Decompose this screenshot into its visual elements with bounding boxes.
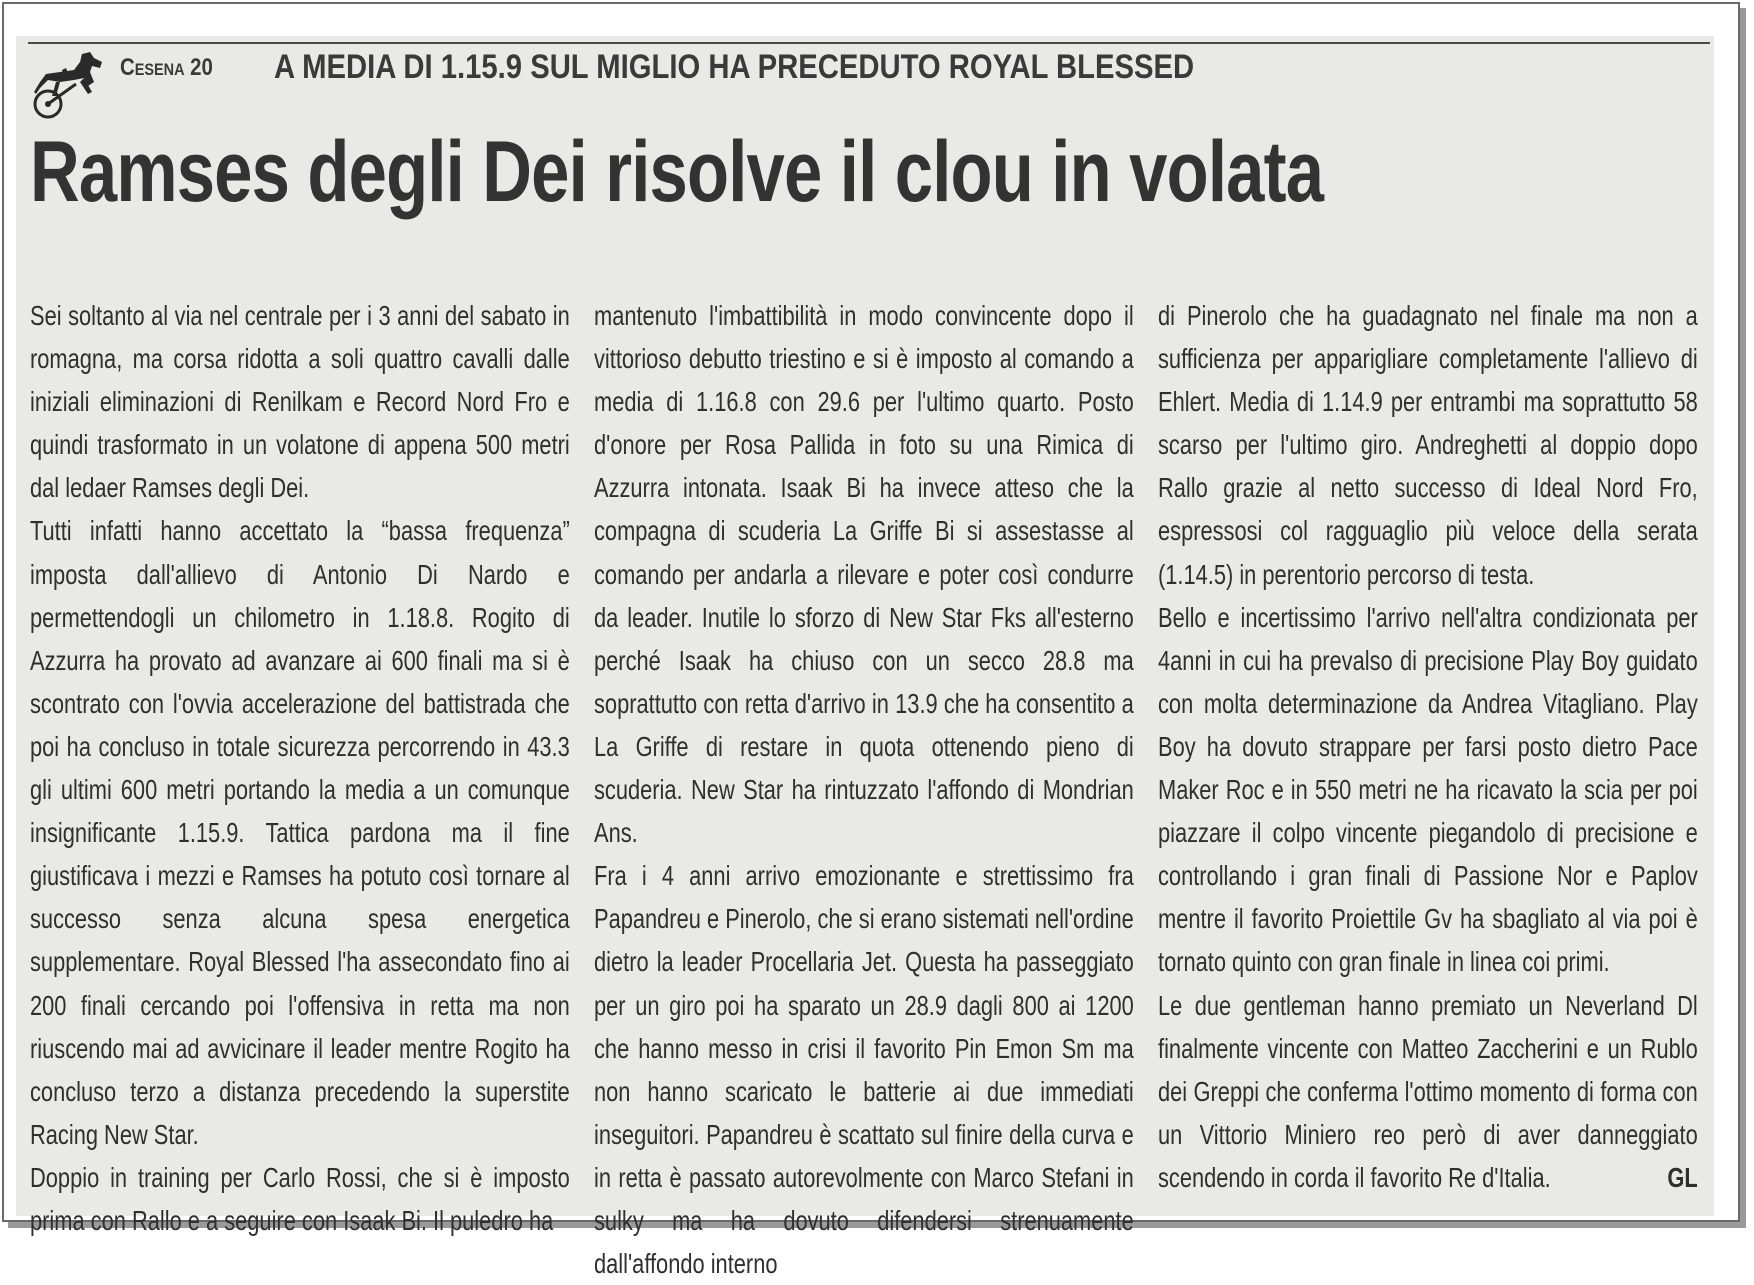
paragraph-text: Le due gentleman hanno premiato un Neverland Dl finalmente vincente con Matteo Zaccherini e un Rublo dei Greppi che conferma l'ottimo momento di forma con un Vittorio Miniero reo però di aver danneggiato scendendo in corda il favorito Re d'Italia.	[1158, 989, 1698, 1193]
paragraph-last	[1158, 984, 1698, 1199]
top-rule	[28, 42, 1710, 44]
paragraph: Sei soltanto al via nel centrale per i 3 anni del sabato in romagna, ma corsa ridotta a soli quattro cavalli dalle iniziali eliminazioni di Renilkam e Record Nord Fro e quindi trasformato in un volatone di appena 500 metri dal ledaer Ramses degli Dei.	[30, 300, 570, 504]
paragraph: di Pinerolo che ha guadagnato nel finale ma non a sufficienza per apparigliare completamente l'allievo di Ehlert. Media di 1.14.9 per entrambi ma soprattutto 58 scarso per l'ultimo giro. Andreghetti al doppio dopo Rallo grazie al netto successo di Ideal Nord Fro, espressosi col ragguaglio più veloce della serata (1.14.5) in perentorio percorso di testa.	[1158, 300, 1698, 590]
section-label: Cesena 20	[120, 54, 213, 81]
paragraph: Fra i 4 anni arrivo emozionante e strettissimo fra Papandreu e Pinerolo, che si erano sistemati nell'ordine dietro la leader Procellaria Jet. Questa ha passeggiato per un giro poi ha sparato un 28.9 dagli 800 ai 1200 che hanno messo in crisi il favorito Pin Emon Sm ma non hanno scaricato le batterie ai due immediati inseguitori. Papandreu è scattato sul finire della curva e in retta è passato autorevolmente con Marco Stefani in sulky ma ha dovuto difendersi strenuamente dall'affondo interno	[594, 860, 1134, 1280]
clipping-frame	[2, 2, 1740, 1280]
paragraph: Bello e incertissimo l'arrivo nell'altra condizionata per 4anni in cui ha prevalso di precisione Play Boy guidato con molta determinazione da Andrea Vitagliano. Play Boy ha dovuto strappare per farsi posto dietro Pace Maker Roc e in 550 metri ne ha ricavato la scia per poi piazzare il colpo vincente piegandolo di precisione e controllando i gran finali di Passione Nor e Paplov mentre il favorito Proiettile Gv ha sbagliato al via poi è tornato quinto con gran finale in linea coi primi.	[1158, 601, 1698, 978]
paragraph: mantenuto l'imbattibilità in modo convincente dopo il vittorioso debutto triestino e si è imposto al comando a media di 1.16.8 con 29.6 per l'ultimo quarto. Posto d'onore per Rosa Pallida in foto su una Rimica di Azzurra intonata. Isaak Bi ha invece atteso che la compagna di scuderia La Griffe Bi si assestasse al comando per andarla a rilevare e poter così condurre da leader. Inutile lo sforzo di New Star Fks all'esterno perché Isaak ha chiuso con un secco 28.8 ma soprattutto con retta d'arrivo in 13.9 che ha consentito a La Griffe di restare in quota ottenendo pieno di scuderia. New Star ha rintuzzato l'affondo di Mondrian Ans.	[594, 300, 1134, 849]
author-signature: GL	[1667, 1161, 1698, 1193]
kicker: A MEDIA DI 1.15.9 SUL MIGLIO HA PRECEDUTO ROYAL BLESSED	[274, 48, 1195, 86]
paragraph: Tutti infatti hanno accettato la “bassa frequenza” imposta dall'allievo di Antonio Di Nardo e permettendogli un chilometro in 1.18.8. Rogito di Azzurra ha provato ad avanzare ai 600 finali ma si è scontrato con l'ovvia accelerazione del battistrada che poi ha concluso in totale sicurezza percorrendo in 43.3 gli ultimi 600 metri portando la media a un comunque insignificante 1.15.9. Tattica pardona ma il fine giustificava i mezzi e Ramses ha potuto così tornare al successo senza alcuna spesa energetica supplementare. Royal Blessed l'ha assecondato fino ai 200 finali cercando poi l'offensiva in retta ma non riuscendo mai ad avvicinare il leader mentre Rogito ha concluso terzo a distanza precedendo la superstite Racing New Star.	[30, 515, 570, 1150]
article-column-3	[1158, 294, 1698, 1199]
article-column-1	[30, 294, 570, 1242]
article-column-2	[594, 294, 1134, 1285]
harness-racing-horse-icon	[30, 48, 110, 122]
headline: Ramses degli Dei risolve il clou in volata	[30, 124, 1324, 220]
newspaper-clipping	[16, 36, 1714, 1280]
paragraph: Doppio in training per Carlo Rossi, che si è imposto prima con Rallo e a seguire con Isaak Bi. Il puledro ha	[30, 1161, 570, 1236]
